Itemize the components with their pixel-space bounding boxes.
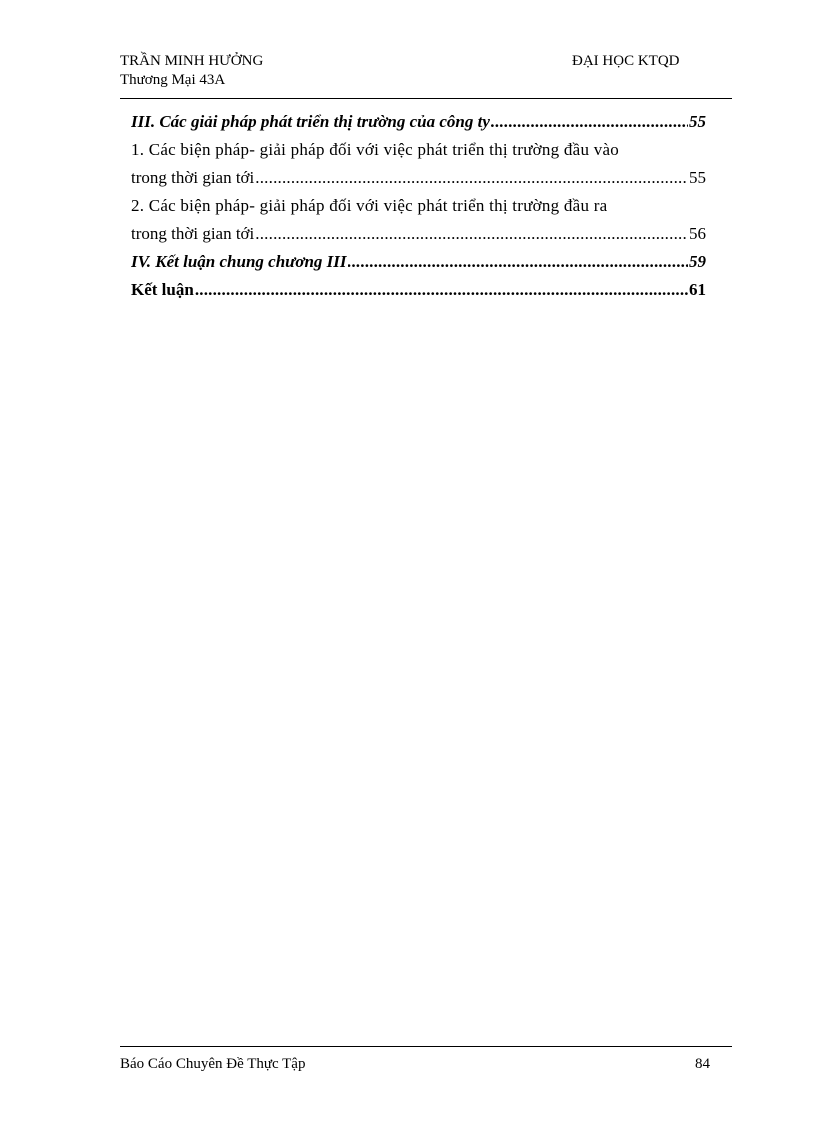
toc-leader-dots xyxy=(255,220,688,248)
author-name: TRẦN MINH HƯỞNG xyxy=(120,53,264,69)
footer-divider xyxy=(120,1046,732,1047)
toc-entry-conclusion[interactable] xyxy=(131,276,706,304)
toc-entry-item-1[interactable] xyxy=(131,136,706,192)
toc-page-number: 55 xyxy=(689,168,706,187)
footer-title: Báo Cáo Chuyên Đề Thực Tập xyxy=(120,1056,306,1072)
toc-page-number: 55 xyxy=(689,112,706,131)
toc-entry-title: Kết luận xyxy=(131,280,194,299)
toc-entry-title: III. Các giải pháp phát triển thị trường của công ty xyxy=(131,112,490,131)
toc-page-number: 56 xyxy=(689,224,706,243)
toc-entry-title-line1: 1. Các biện pháp- giải pháp đối với việc phát triển thị trường đầu vào xyxy=(131,140,619,159)
toc-entry-item-2[interactable] xyxy=(131,192,706,248)
toc-leader-dots xyxy=(255,164,688,192)
toc-entry-line2 xyxy=(131,220,706,248)
header-left xyxy=(120,52,263,90)
toc-entry-title-line2: trong thời gian tới xyxy=(131,224,255,243)
page-header xyxy=(120,52,732,98)
toc-entry-line2 xyxy=(131,164,706,192)
table-of-contents xyxy=(131,108,706,304)
toc-entry-section-iii[interactable] xyxy=(131,108,706,136)
toc-leader-dots xyxy=(491,108,688,136)
header-divider xyxy=(120,98,732,99)
toc-page-number: 61 xyxy=(689,280,706,299)
toc-entry-title-line2: trong thời gian tới xyxy=(131,168,255,187)
toc-entry-section-iv[interactable] xyxy=(131,248,706,276)
toc-leader-dots xyxy=(195,276,688,304)
toc-entry-title-line1: 2. Các biện pháp- giải pháp đối với việc phát triển thị trường đầu ra xyxy=(131,196,608,215)
toc-leader-dots xyxy=(348,248,688,276)
toc-page-number: 59 xyxy=(689,252,706,271)
toc-entry-title: IV. Kết luận chung chương III xyxy=(131,252,347,271)
footer-page-number: 84 xyxy=(695,1056,710,1072)
class-name: Thương Mại 43A xyxy=(120,72,226,88)
university-name: ĐẠI HỌC KTQD xyxy=(572,53,680,69)
